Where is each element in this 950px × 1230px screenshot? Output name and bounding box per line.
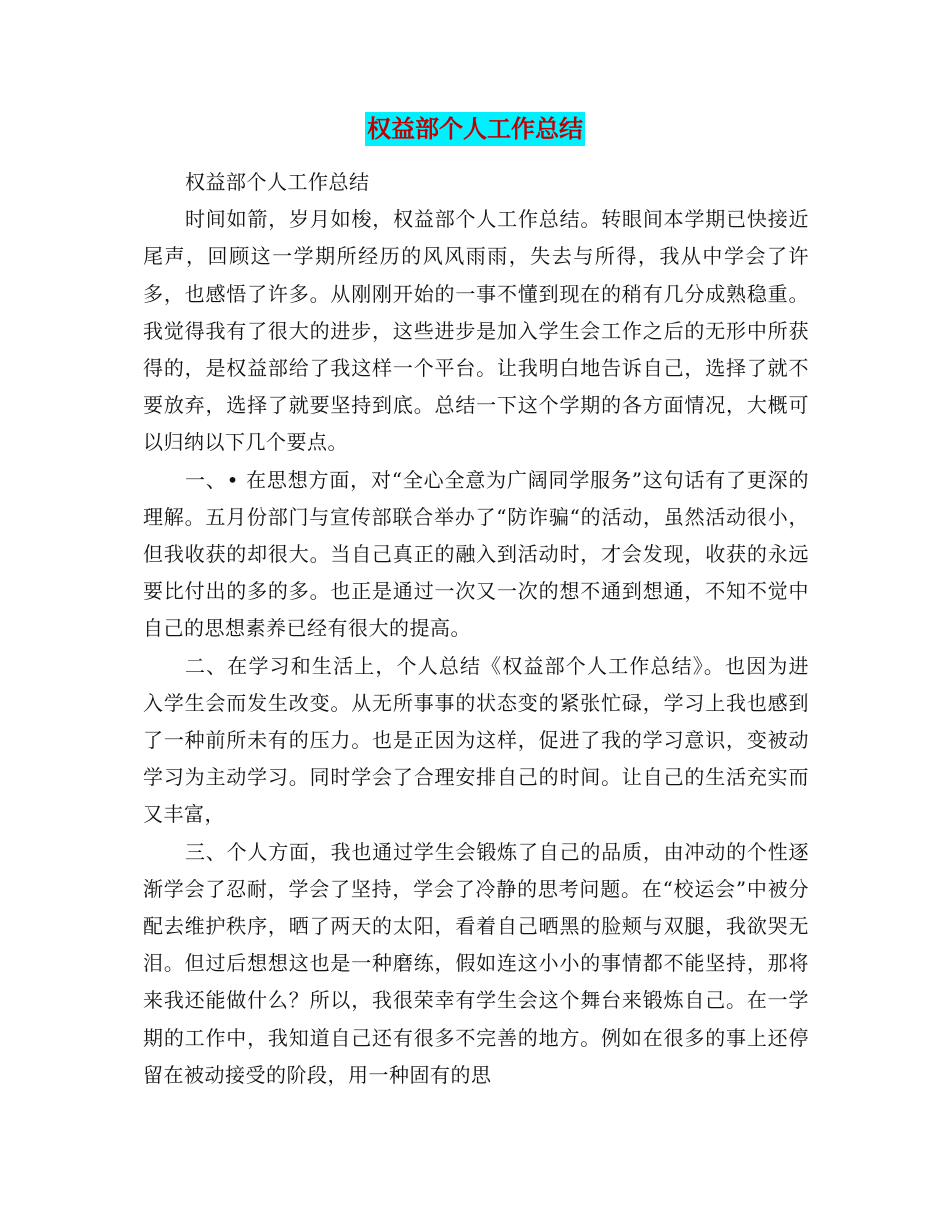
point-one-paragraph: 一、• 在思想方面，对“全心全意为广阔同学服务”这句话有了更深的理解。五月份部门与宣传部联合举办了“防诈骗“的活动，虽然活动很小，但我收获的却很大。当自己真正的融入到活动时，才会发现，收获的永远要比付出的多的多。也正是通过一次又一次的想不通到想通，不知不觉中自己的思想素养已经有很大的提高。 [143, 467, 809, 641]
point-two-paragraph: 二、在学习和生活上，个人总结《权益部个人工作总结》。也因为进入学生会而发生改变。从无所事事的状态变的紧张忙碌，学习上我也感到了一种前所未有的压力。也是正因为这样，促进了我的学习意识，变被动学习为主动学习。同时学会了合理安排自己的时间。让自己的生活充实而又丰富， [143, 653, 809, 827]
document-title: 权益部个人工作总结 [365, 112, 585, 146]
title-container [0, 112, 950, 146]
subtitle-paragraph: 权益部个人工作总结 [185, 170, 370, 194]
intro-paragraph: 时间如箭，岁月如梭，权益部个人工作总结。转眼间本学期已快接近尾声，回顾这一学期所经历的风风雨雨，失去与所得，我从中学会了许多，也感悟了许多。从刚刚开始的一事不懂到现在的稍有几分成熟稳重。我觉得我有了很大的进步，这些进步是加入学生会工作之后的无形中所获得的，是权益部给了我这样一个平台。让我明白地告诉自己，选择了就不要放弃，选择了就要坚持到底。总结一下这个学期的各方面情况，大概可以归纳以下几个要点。 [143, 207, 809, 455]
point-three-paragraph: 三、个人方面，我也通过学生会锻炼了自己的品质，由冲动的个性逐渐学会了忍耐，学会了坚持，学会了冷静的思考问题。在“校运会”中被分配去维护秩序，晒了两天的太阳，看着自己晒黑的脸颊与双腿，我欲哭无泪。但过后想想这也是一种磨练，假如连这小小的事情都不能坚持，那将来我还能做什么？所以，我很荣幸有学生会这个舞台来锻炼自己。在一学期的工作中，我知道自己还有很多不完善的地方。例如在很多的事上还停留在被动接受的阶段，用一种固有的思 [143, 839, 809, 1087]
document-body [143, 164, 809, 1094]
